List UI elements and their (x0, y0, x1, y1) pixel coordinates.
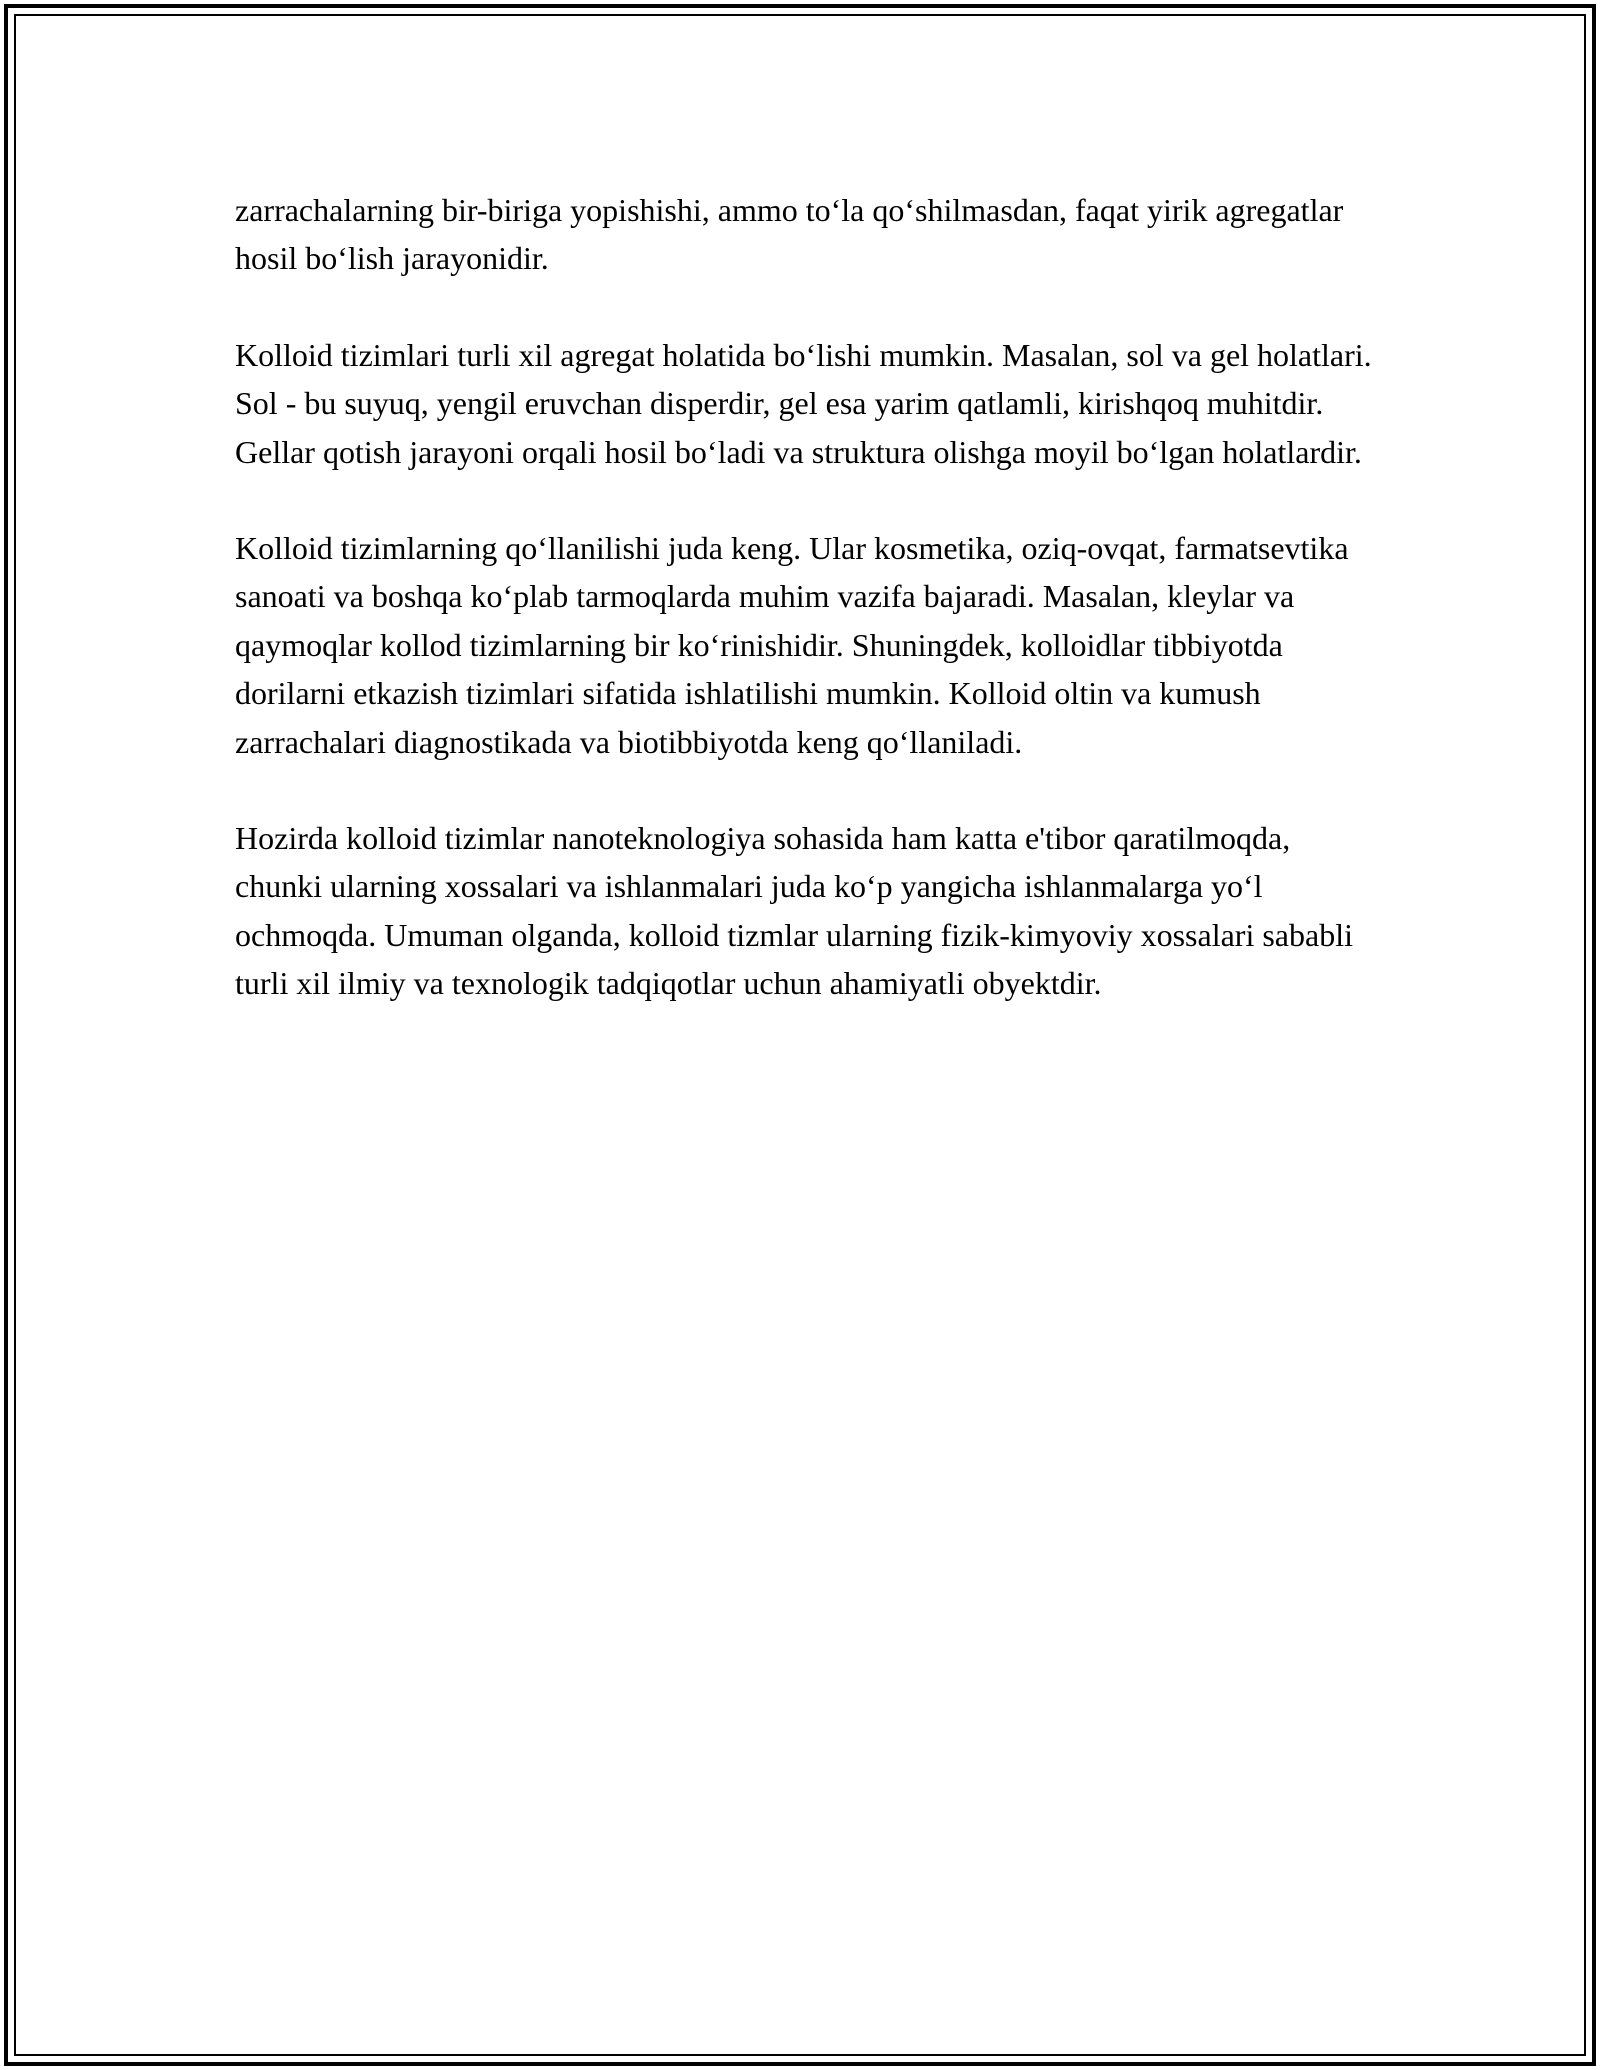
paragraph-3: Kolloid tizimlarning qo‘llanilishi juda keng. Ular kosmetika, oziq-ovqat, farmatsevtika sanoati va boshqa ko‘plab tarmoqlarda muhim vazifa bajaradi. Masalan, kleylar va qaymoqlar kollod tizimlarning bir ko‘rinishidir. Shuningdek, kolloidlar tibbiyotda dorilarni etkazish tizimlari sifatida ishlatilishi mumkin. Kolloid oltin va kumush zarrachalari diagnostikada va biotibbiyotda keng qo‘llaniladi. (235, 530, 1349, 760)
document-body (235, 186, 1375, 1056)
paragraph-4: Hozirda kolloid tizimlar nanoteknologiya sohasida ham katta e'tibor qaratilmoqda, chunki ularning xossalari va ishlanmalari juda ko‘p yangicha ishlanmalarga yo‘l ochmoqda. Umuman olganda, kolloid tizmlar ularning fizik-kimyoviy xossalari sababli turli xil ilmiy va texnologik tadqiqotlar uchun ahamiyatli obyektdir. (235, 820, 1353, 1002)
paragraph-2: Kolloid tizimlari turli xil agregat holatida bo‘lishi mumkin. Masalan, sol va gel holatlari. Sol - bu suyuq, yengil eruvchan disperdir, gel esa yarim qatlamli, kirishqoq muhitdir. Gellar qotish jarayoni orqali hosil bo‘ladi va struktura olishga moyil bo‘lgan holatlardir. (235, 336, 1372, 470)
paragraph-1: zarrachalarning bir-biriga yopishishi, ammo to‘la qo‘shilmasdan, faqat yirik agregatlar hosil bo‘lish jarayonidir. (235, 192, 1344, 277)
